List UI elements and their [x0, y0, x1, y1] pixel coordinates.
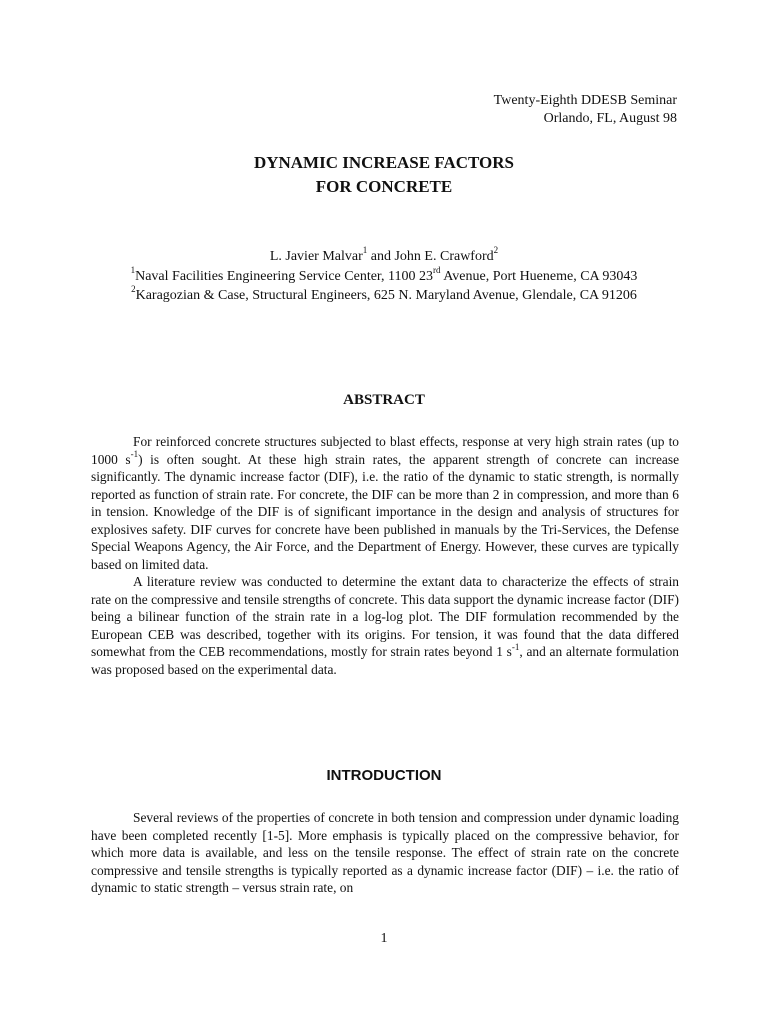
affiliation-1	[0, 264, 768, 287]
seminar-header	[494, 92, 677, 128]
abstract-heading: ABSTRACT	[343, 392, 425, 408]
abstract-p1-superscript: -1	[130, 449, 139, 460]
introduction-heading: INTRODUCTION	[326, 767, 442, 784]
abstract-p2-text-b: , and an alternate formulation was proposed based on the experimental data.	[91, 644, 679, 677]
abstract-body	[91, 433, 679, 678]
affiliation-2-mark: 2	[131, 284, 136, 295]
affiliation-2	[0, 286, 768, 306]
seminar-name: Twenty-Eighth DDESB Seminar	[493, 93, 677, 108]
author-2: John E. Crawford	[394, 249, 494, 264]
affiliation-1-mark: 1	[130, 264, 136, 275]
author-block	[0, 247, 768, 306]
abstract-paragraph-2	[91, 573, 679, 678]
author-2-affiliation-mark: 2	[493, 245, 499, 256]
author-line	[0, 247, 768, 267]
abstract-p2-text-a: A literature review was conducted to determine the extant data to characterize the effects of strain rate on the compressive and tensile strengths of concrete. This data support the dynamic increase factor (DIF) being a bilinear function of the strain rate in a log-log plot. The DIF formulation recommended by the European CEB was described, together with its origins. For tension, it was found that the data differed somewhat from the CEB recommendations, mostly for strain rates beyond 1 s	[91, 574, 679, 659]
seminar-location-date: Orlando, FL, August 98	[543, 111, 677, 126]
author-conjunction: and	[367, 249, 395, 264]
affiliation-1-ordinal: rd	[433, 264, 441, 275]
introduction-paragraph-1: Several reviews of the properties of concrete in both tension and compression under dynamic loading have been completed recently [1-5]. More emphasis is typically placed on the compressive behavior, for which more data is available, and less on the tensile response. The effect of strain rate on the concrete compressive and tensile strengths is typically reported as a dynamic increase factor (DIF) – i.e. the ratio of dynamic to static strength – versus strain rate, on	[91, 810, 679, 895]
abstract-p1-text-a: For reinforced concrete structures subjected to blast effects, response at very high strain rates (up to 1000 s	[91, 434, 679, 467]
abstract-p2-superscript: -1	[511, 641, 520, 652]
page-number: 1	[380, 931, 388, 946]
affiliation-1-text-a: Naval Facilities Engineering Service Center, 1100 23	[135, 268, 433, 284]
affiliation-2-text: Karagozian & Case, Structural Engineers, 625 N. Maryland Avenue, Glendale, CA 91206	[135, 288, 637, 303]
title-line-1: DYNAMIC INCREASE FACTORS	[253, 153, 515, 172]
author-1: L. Javier Malvar	[269, 249, 363, 264]
introduction-body	[91, 809, 679, 897]
paper-title	[0, 151, 768, 199]
abstract-paragraph-1	[91, 433, 679, 573]
author-1-affiliation-mark: 1	[362, 245, 368, 256]
title-line-2: FOR CONCRETE	[315, 177, 453, 196]
abstract-p1-text-b: ) is often sought. At these high strain rates, the apparent strength of concrete can increase significantly. The dynamic increase factor (DIF), i.e. the ratio of the dynamic to static strength, is normally reported as function of strain rate. For concrete, the DIF can be more than 2 in compression, and more than 6 in tension. Knowledge of the DIF is of significant importance in the design and analysis of structures for explosives safety. DIF curves for concrete have been published in manuals by the Tri-Services, the Defense Special Weapons Agency, the Air Force, and the Department of Energy. However, these curves are typically based on limited data.	[91, 451, 680, 572]
affiliation-1-text-b: Avenue, Port Hueneme, CA 93043	[440, 268, 638, 284]
